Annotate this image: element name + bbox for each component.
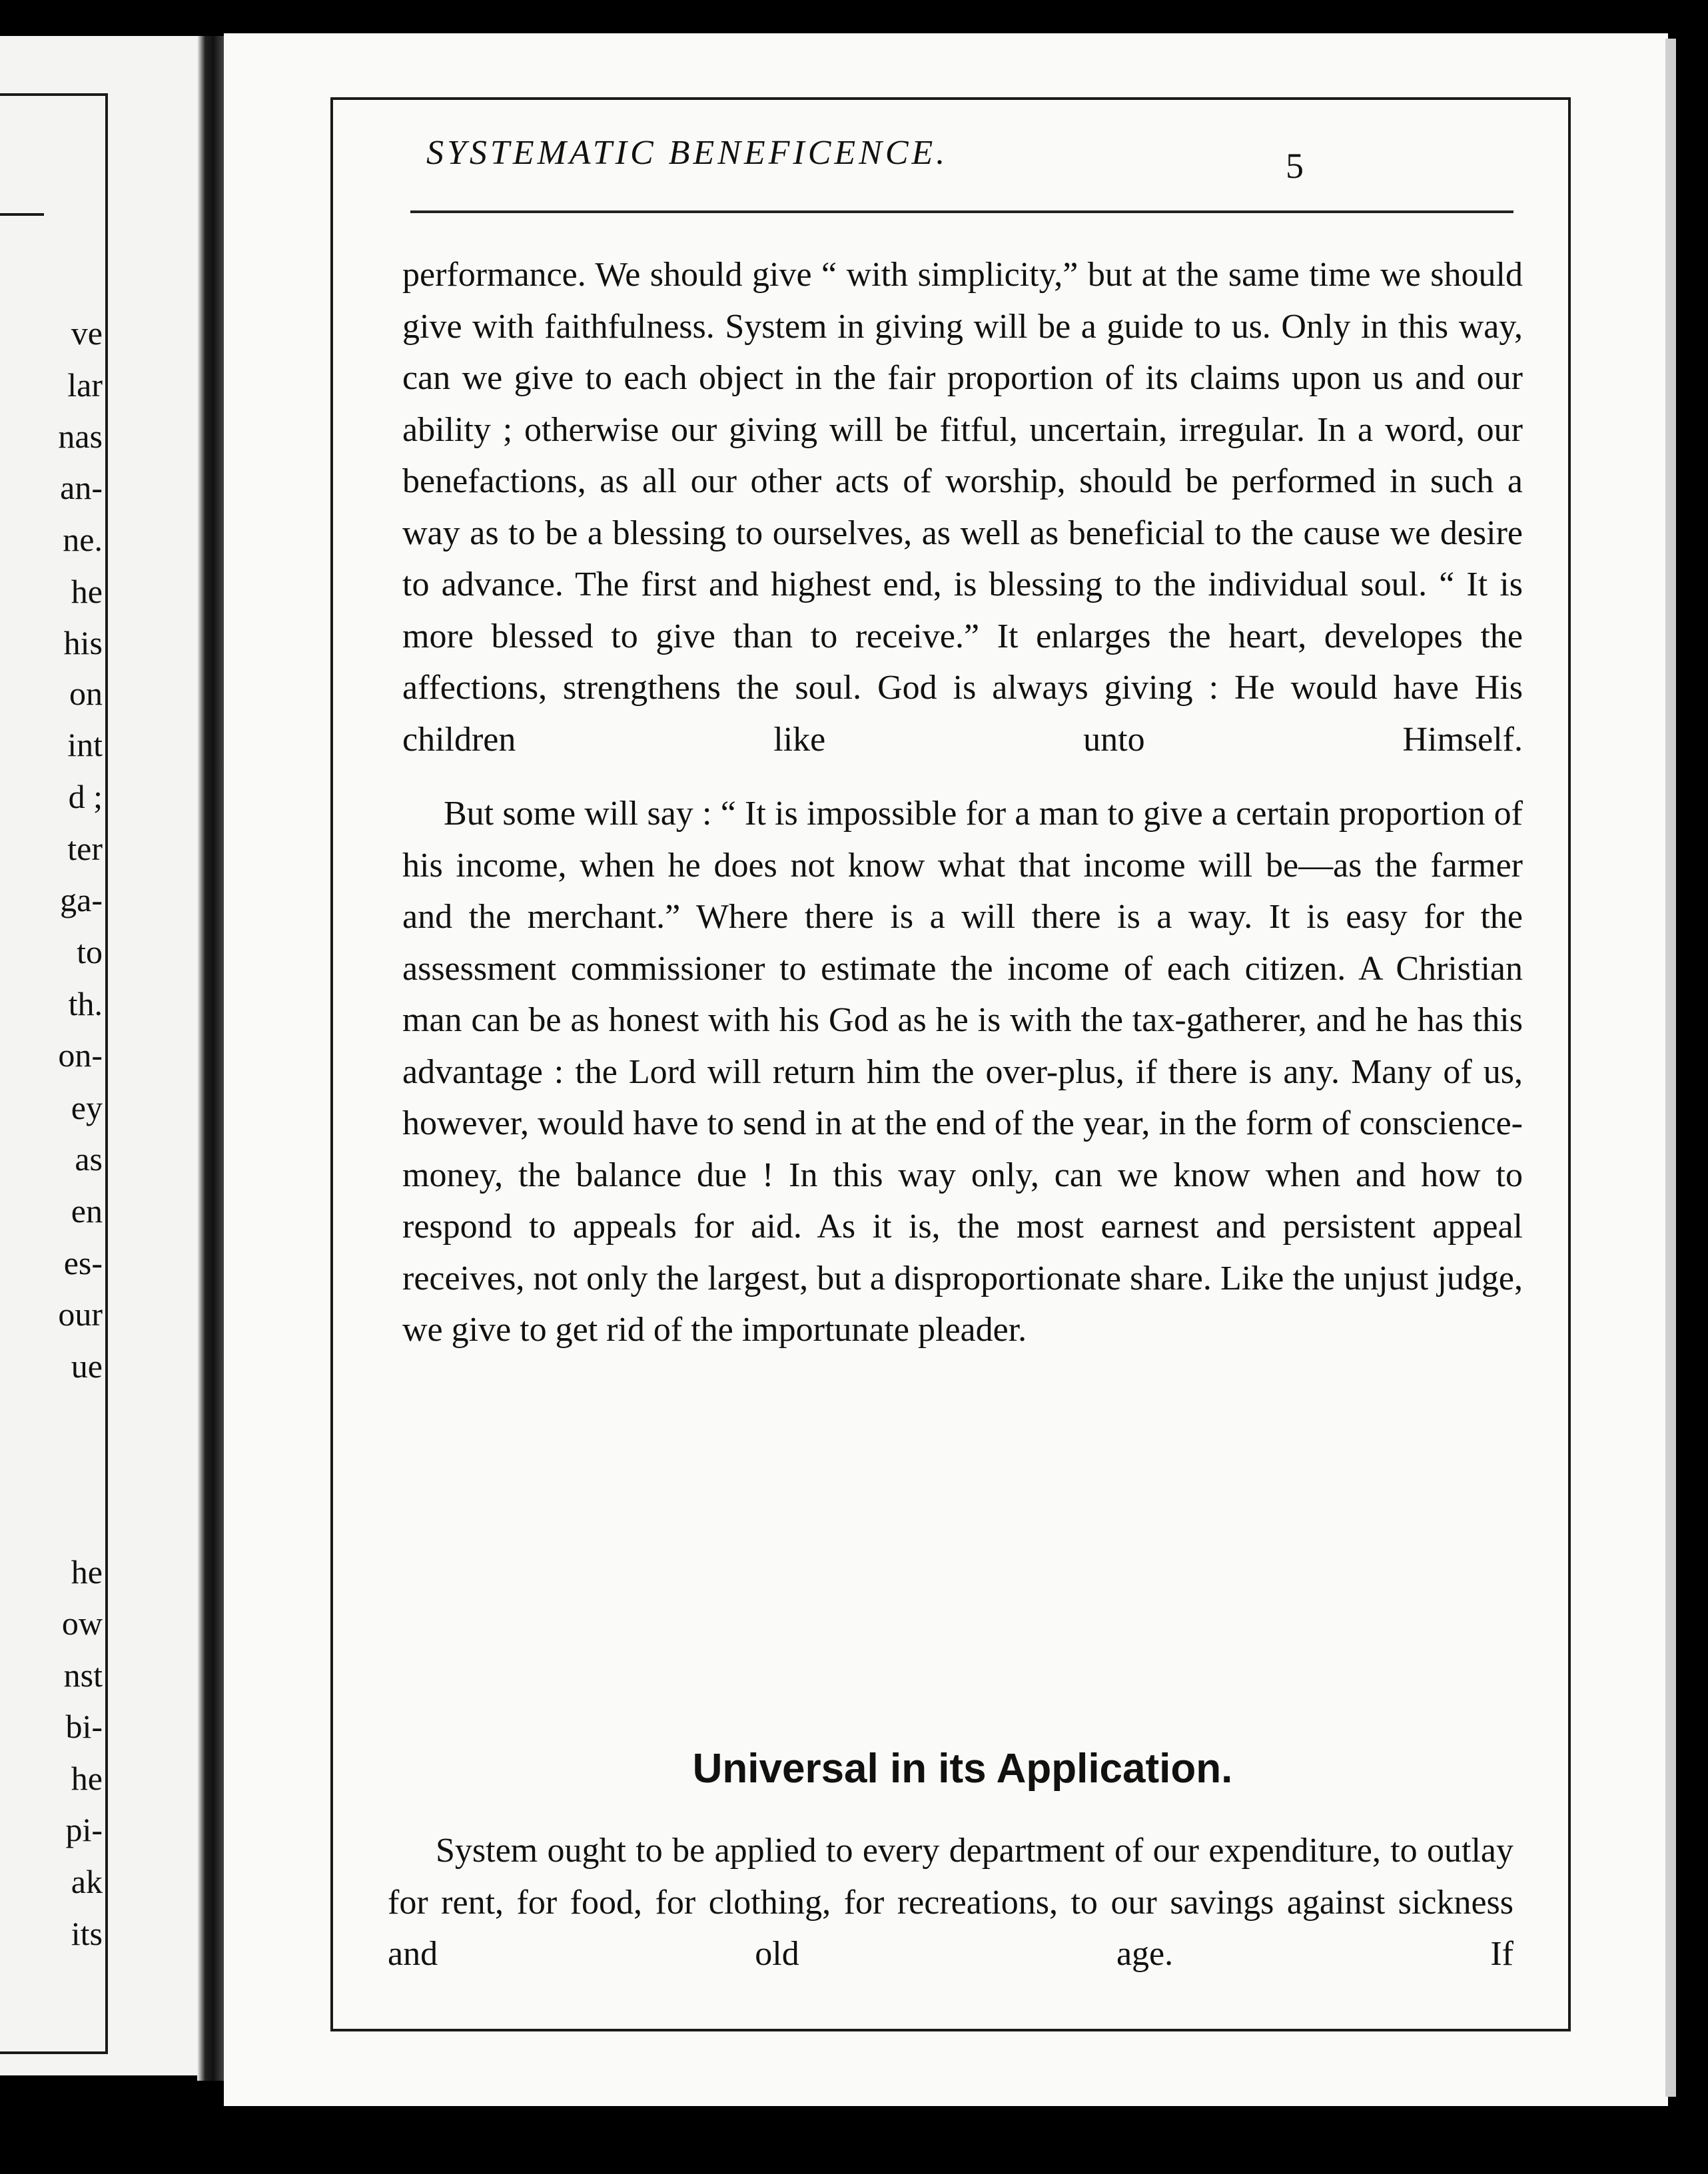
left-page-fragment: as xyxy=(75,1140,103,1178)
left-page-fragment: d ; xyxy=(68,778,103,815)
left-page-fragment: our xyxy=(58,1295,103,1333)
left-page-fragment: its xyxy=(71,1915,103,1952)
left-page-fragment: en xyxy=(71,1192,103,1230)
left-page-fragment: lar xyxy=(67,366,103,404)
left-page-fragment: pi- xyxy=(65,1811,103,1848)
left-page-fragment: ter xyxy=(67,830,103,867)
left-page-fragment: to xyxy=(77,933,103,970)
left-page-fragment: nas xyxy=(58,418,103,455)
left-page-fragment: bi- xyxy=(65,1708,103,1745)
left-page-fragment: an- xyxy=(60,469,103,506)
left-page-fragment: on xyxy=(69,675,103,712)
left-page-fragment: ne. xyxy=(63,521,103,558)
header-rule xyxy=(410,210,1513,213)
left-page-fragment: he xyxy=(71,573,103,610)
book-spine xyxy=(197,36,224,2081)
left-page-fragment: on- xyxy=(58,1036,103,1074)
left-facing-page xyxy=(0,36,212,2075)
left-page-rule xyxy=(0,213,44,216)
left-page-fragment: ve xyxy=(71,314,103,352)
left-page-fragment: es- xyxy=(63,1244,103,1281)
left-page-fragment: nst xyxy=(63,1656,103,1694)
left-page-fragment: ak xyxy=(71,1863,103,1900)
page-number: 5 xyxy=(1286,146,1304,186)
page-edge-shadow xyxy=(1665,39,1676,2097)
left-page-fragment: he xyxy=(71,1553,103,1591)
left-page-fragment: he xyxy=(71,1760,103,1797)
left-page-fragment: his xyxy=(63,624,103,661)
left-page-fragment: ey xyxy=(71,1089,103,1126)
paragraph-3: System ought to be applied to every department of our expenditure, to outlay for rent, for food, for clothing, for recreations, to our savings against sickness and old age. If xyxy=(388,1832,1513,1973)
body-text xyxy=(402,249,1523,1356)
left-page-fragment: ue xyxy=(71,1347,103,1385)
section-heading: Universal in its Application. xyxy=(692,1746,1233,1792)
left-page-fragment: ow xyxy=(61,1605,103,1642)
left-page-fragment: ga- xyxy=(60,881,103,918)
left-page-fragment: int xyxy=(67,726,103,763)
left-page-fragment: th. xyxy=(68,985,103,1022)
paragraph-1: performance. We should give “ with simplicity,” but at the same time we should give with faithfulness. System in giving will be a guide to us. Only in this way, can we give to each object in the fair proportion of its claims upon us and our ability ; otherwise our giving will be fitful, uncertain, irregular. In a word, our benefactions, as all our other acts of worship, should be performed in such a way as to be a blessing to ourselves, as well as beneficial to the cause we desire to advance. The first and highest end, is blessing to the individual soul. “ It is more blessed to give than to receive.” It enlarges the heart, developes the affections, strengthens the soul. God is always giving : He would have His children like unto Himself. xyxy=(402,256,1523,759)
paragraph-2: But some will say : “ It is impossible for a man to give a certain proportion of his income, when he does not know what that income will be—as the farmer and the merchant.” Where there is a will there is a way. It is easy for the assessment commissioner to estimate the income of each citizen. A Christian man can be as honest with his God as he is with the tax-gatherer, and he has this advantage : the Lord will return him the over-plus, if there is any. Many of us, however, would have to send in at the end of the year, in the form of conscience-money, the balance due ! In this way only, can we know when and how to respond to appeals for aid. As it is, the most earnest and persistent appeal receives, not only the largest, but a disproportionate share. Like the unjust judge, we give to get rid of the importunate pleader. xyxy=(402,795,1523,1349)
running-head: SYSTEMATIC BENEFICENCE. xyxy=(426,134,949,172)
